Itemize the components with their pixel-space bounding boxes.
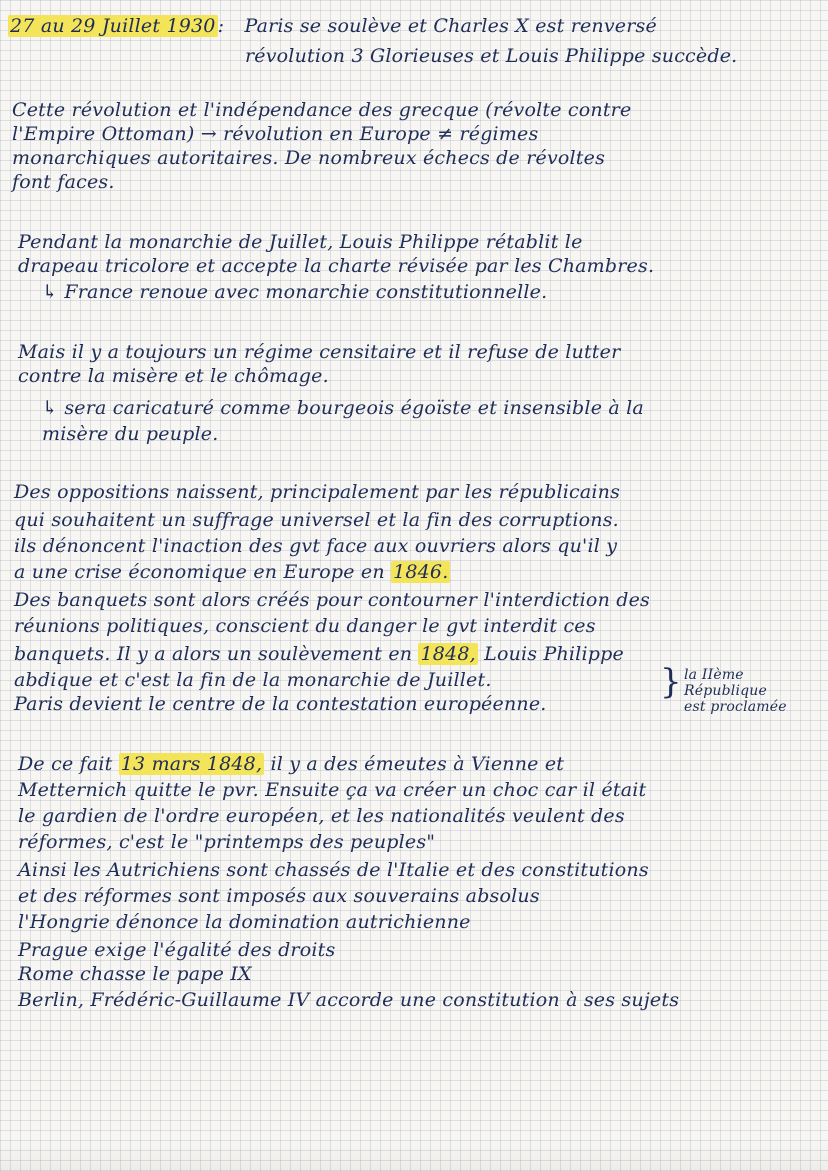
p4-line-1: Des oppositions naissent, principalement par les républicains [14, 481, 621, 503]
side-note-brace: } [660, 662, 682, 702]
side-note-1: la IIème [684, 667, 744, 683]
p1-line-3: monarchiques autoritaires. De nombreux échecs de révoltes [12, 147, 606, 169]
p5-line-3: le gardien de l'ordre européen, et les nationalités veulent des [18, 805, 625, 827]
p5-line-8: Prague exige l'égalité des droits [18, 939, 336, 961]
year-1846: 1846. [393, 561, 449, 583]
date-13-mars-1848: 13 mars 1848, [120, 753, 263, 775]
p1-line-2: l'Empire Ottoman) → révolution en Europe ≠ régimes [12, 123, 539, 145]
p5-line-2: Metternich quitte le pvr. Ensuite ça va créer un choc car il était [18, 779, 647, 801]
side-note-2: République [684, 683, 767, 699]
p5-line-5: Ainsi les Autrichiens sont chassés de l'Italie et des constitutions [18, 859, 649, 881]
p1-line-4: font faces. [12, 171, 115, 193]
p4-line-8: abdique et c'est la fin de la monarchie de Juillet. [14, 669, 492, 691]
p2-line-2: drapeau tricolore et accepte la charte révisée par les Chambres. [18, 255, 655, 277]
title-date: 27 au 29 Juillet 1930 [10, 15, 216, 37]
p5-line-4: réformes, c'est le "printemps des peuples" [18, 831, 436, 853]
p5-line-10: Berlin, Frédéric-Guillaume IV accorde une constitution à ses sujets [18, 989, 680, 1011]
p4-line-9: Paris devient le centre de la contestation européenne. [14, 693, 547, 715]
p4-line-5: Des banquets sont alors créés pour contourner l'interdiction des [14, 589, 650, 611]
p5-line-1-text: De ce fait [18, 753, 113, 775]
p4-line-4 [14, 560, 450, 584]
title-line-2: révolution 3 Glorieuses et Louis Philippe succède. [245, 45, 738, 67]
p4-line-7-after: Louis Philippe [484, 643, 624, 665]
p3-line-3: ↳ sera caricaturé comme bourgeois égoïste et insensible à la [42, 397, 644, 419]
p5-line-1-after: il y a des émeutes à Vienne et [270, 753, 565, 775]
p4-line-4-text: a une crise économique en Europe en [14, 561, 385, 583]
p2-line-1: Pendant la monarchie de Juillet, Louis Philippe rétablit le [18, 231, 583, 253]
p3-line-4: misère du peuple. [42, 423, 219, 445]
p4-line-7-text: banquets. Il y a alors un soulèvement en [14, 643, 413, 665]
p4-line-7 [14, 642, 624, 666]
p3-line-2: contre la misère et le chômage. [18, 365, 329, 387]
p3-line-1: Mais il y a toujours un régime censitaire et il refuse de lutter [18, 341, 621, 363]
side-note-3: est proclamée [684, 699, 787, 715]
p5-line-7: l'Hongrie dénonce la domination autrichienne [18, 911, 471, 933]
title-text: Paris se soulève et Charles X est renversé [244, 15, 657, 37]
title-line-1 [8, 14, 657, 38]
p5-line-6: et des réformes sont imposés aux souverains absolus [18, 885, 540, 907]
p4-line-3: ils dénoncent l'inaction des gvt face aux ouvriers alors qu'il y [14, 535, 618, 557]
p5-line-1 [18, 752, 564, 776]
p5-line-9: Rome chasse le pape IX [18, 963, 252, 985]
p1-line-1: Cette révolution et l'indépendance des grecque (révolte contre [12, 99, 632, 121]
title-colon: : [217, 15, 225, 37]
year-1848: 1848, [420, 643, 476, 665]
p2-line-3: ↳ France renoue avec monarchie constitutionnelle. [42, 281, 548, 303]
p4-line-6: réunions politiques, conscient du danger le gvt interdit ces [14, 615, 596, 637]
p4-line-2: qui souhaitent un suffrage universel et la fin des corruptions. [14, 509, 619, 531]
